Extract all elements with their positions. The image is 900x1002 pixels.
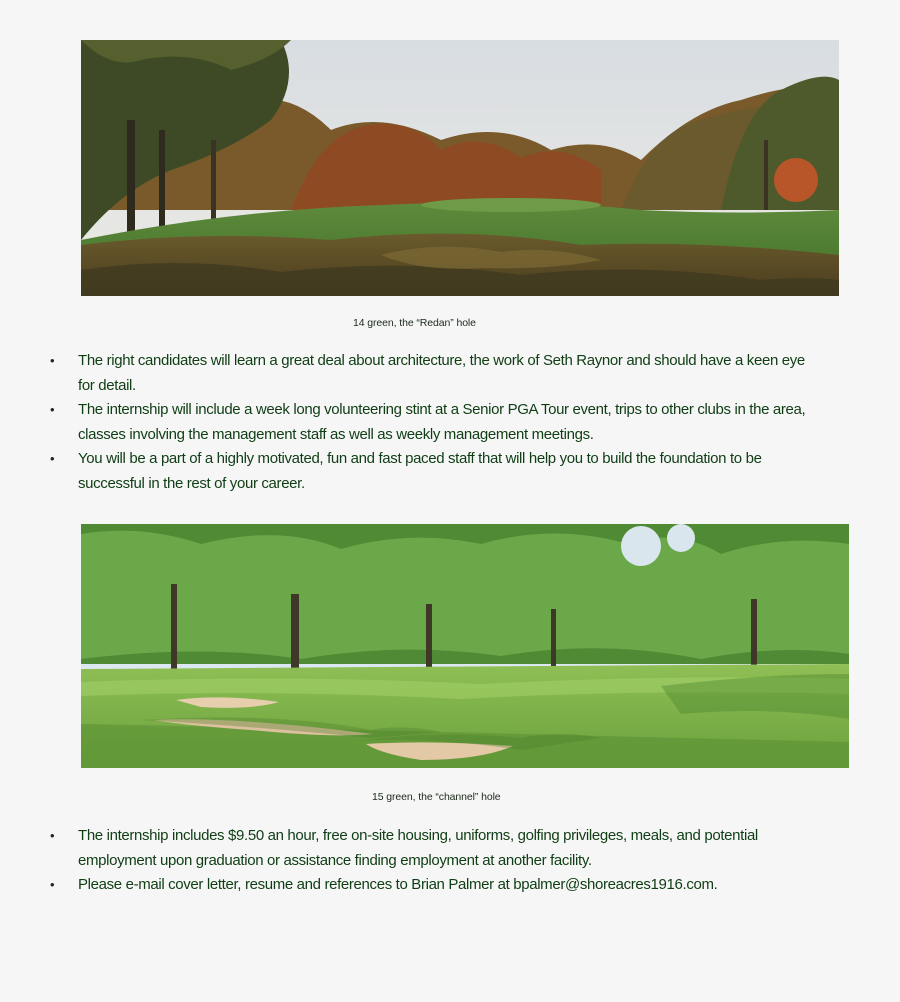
bullet-icon: •	[50, 353, 55, 368]
photo-channel-hole	[81, 524, 849, 768]
bullet-icon: •	[50, 877, 55, 892]
list-item: • Please e-mail cover letter, resume and references to Brian Palmer at bpalmer@shoreacres1916.com.	[46, 873, 806, 898]
list-item: • You will be a part of a highly motivated, fun and fast paced staff that will help you to build the foundation to be successful in the rest of your career.	[46, 447, 806, 496]
bullet-list-top	[46, 349, 806, 496]
list-item: • The internship includes $9.50 an hour, free on-site housing, uniforms, golfing privileges, meals, and potential employment upon graduation or assistance finding employment at another facility.	[46, 824, 806, 873]
list-item: • The right candidates will learn a great deal about architecture, the work of Seth Raynor and should have a keen eye for detail.	[46, 349, 806, 398]
bullet-icon: •	[50, 402, 55, 417]
list-item: • The internship will include a week long volunteering stint at a Senior PGA Tour event, trips to other clubs in the area, classes involving the management staff as well as weekly management meetings.	[46, 398, 806, 447]
bullet-list-bottom	[46, 824, 806, 898]
bullet-icon: •	[50, 451, 55, 466]
figure-caption-channel: 15 green, the “channel” hole	[372, 791, 501, 803]
photo-redan-hole	[81, 40, 839, 296]
figure-caption-redan: 14 green, the “Redan” hole	[353, 317, 476, 329]
bullet-icon: •	[50, 828, 55, 843]
